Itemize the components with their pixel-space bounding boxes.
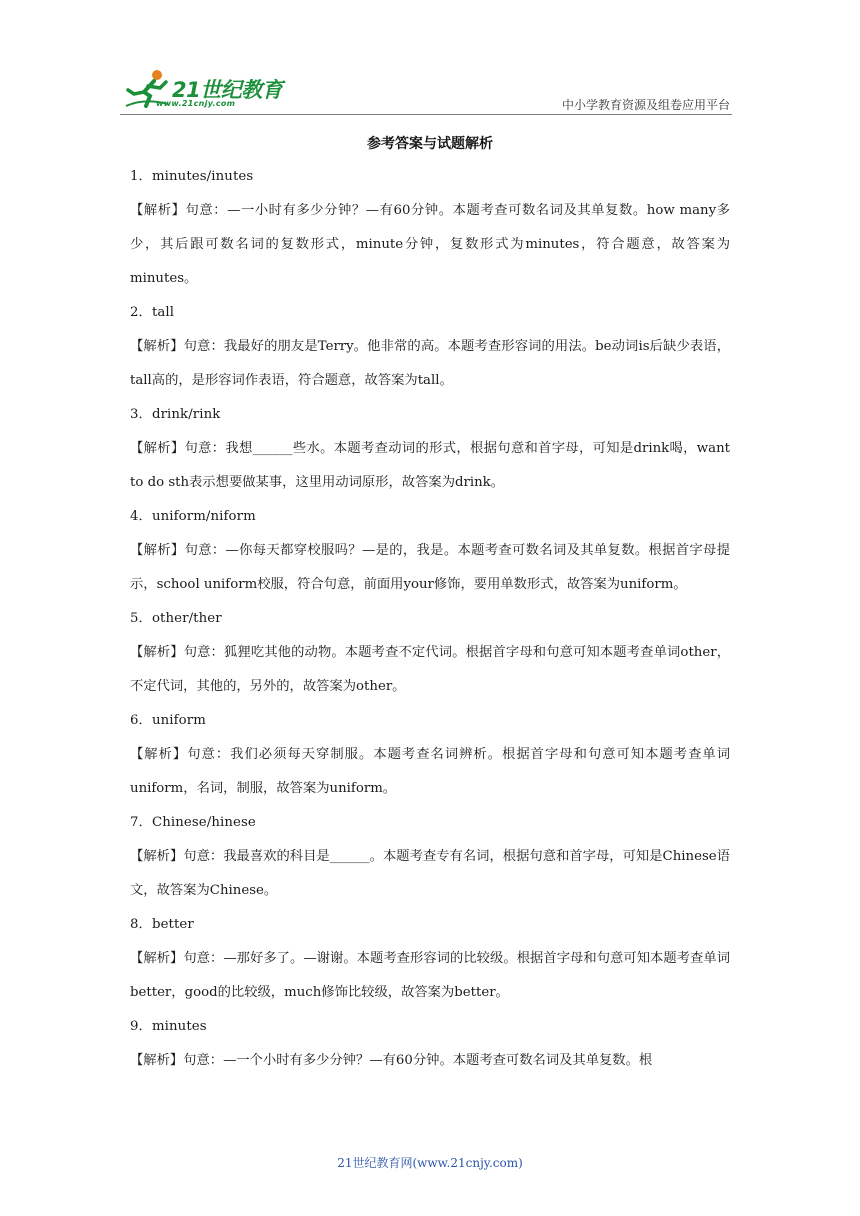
page-footer: 21世纪教育网(www.21cnjy.com) [337,1156,523,1170]
explanation-3: 【解析】句意：我想______些水。本题考查动词的形式，根据句意和首字母，可知是drink喝，want to do sth表示想要做某事，这里用动词原形，故答案为drink。 [130,441,730,490]
explanation-9: 【解析】句意：—一个小时有多少分钟？—有60分钟。本题考查可数名词及其单复数。根 [130,1053,653,1068]
explanation-6: 【解析】句意：我们必须每天穿制服。本题考查名词辨析。根据首字母和句意可知本题考查单词uniform，名词，制服，故答案为uniform。 [130,747,730,796]
logo-text: 21世纪教育 [172,78,283,102]
answer-7: 7．Chinese/hinese [130,815,256,830]
explanation-5: 【解析】句意：狐狸吃其他的动物。本题考查不定代词。根据首字母和句意可知本题考查单词other，不定代词，其他的，另外的，故答案为other。 [130,645,730,694]
answer-6: 6．uniform [130,713,206,728]
answer-9: 9．minutes [130,1019,207,1034]
answer-list [130,160,730,1078]
answer-5: 5．other/ther [130,611,222,626]
explanation-8: 【解析】句意：—那好多了。—谢谢。本题考查形容词的比较级。根据首字母和句意可知本题考查单词better，good的比较级，much修饰比较级，故答案为better。 [130,951,730,1000]
explanation-4: 【解析】句意：—你每天都穿校服吗？—是的，我是。本题考查可数名词及其单复数。根据首字母提示，school uniform校服，符合句意，前面用your修饰，要用单数形式，故答案为uniform。 [130,543,730,592]
answer-4: 4．uniform/niform [130,509,256,524]
explanation-7: 【解析】句意：我最喜欢的科目是______。本题考查专有名词，根据句意和首字母，可知是Chinese语文，故答案为Chinese。 [130,849,730,898]
logo-url: www.21cnjy.com [156,99,236,108]
page-title: 参考答案与试题解析 [367,136,493,152]
answer-8: 8．better [130,917,194,932]
logo [120,66,300,112]
answer-2: 2．tall [130,305,175,320]
answer-1: 1．minutes/inutes [130,169,254,184]
explanation-2: 【解析】句意：我最好的朋友是Terry。他非常的高。本题考查形容词的用法。be动词is后缺少表语，tall高的，是形容词作表语，符合题意，故答案为tall。 [130,339,730,388]
answer-3: 3．drink/rink [130,407,221,422]
platform-name: 中小学教育资源及组卷应用平台 [561,98,730,112]
explanation-1: 【解析】句意：—一小时有多少分钟？—有60分钟。本题考查可数名词及其单复数。how many多少，其后跟可数名词的复数形式，minute分钟，复数形式为minutes，符合题意，故答案为minutes。 [130,203,730,286]
page-header [120,66,732,115]
